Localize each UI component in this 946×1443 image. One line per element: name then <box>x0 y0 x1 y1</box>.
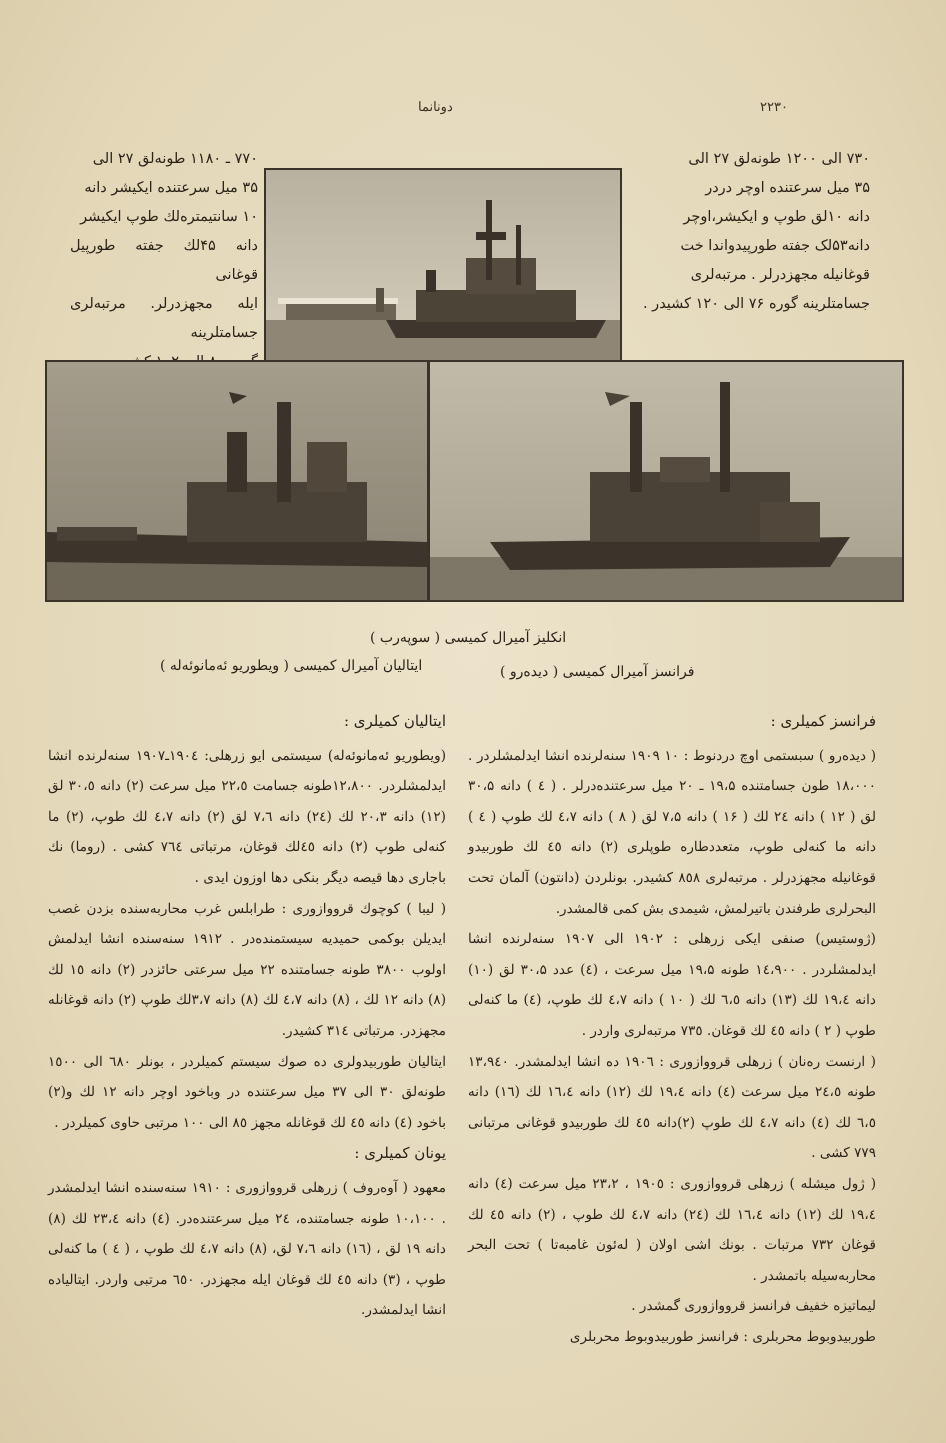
caption-line: ۷۷۰ ـ ۱۱۸۰ طونەلق ۲۷ الی <box>92 151 258 167</box>
paragraph: ( ارنست رەنان ) زرهلی قرووازوری : ۱۹۰٦ دە انشا ایدلمشدر. ۱۳،۹٤۰ طونە ۲٤،٥ میل سرعت (٤) دانە ۱۹،٤ لك (۱۲) دانە ۱٦،٤ لك (۱٦) دانە ٦،٥ لك (٤) دانە ٤،۷ لك طوپ (۲)دانە ٤٥ لك طوربیدو قوغانی مرتبانی ۷۷۹ کشی . <box>468 1053 876 1162</box>
section-heading: فرانسز کمیلری : <box>770 712 876 730</box>
paragraph: (ژوستیس) صنفی ایکی زرهلی : ۱۹۰۲ الی ۱۹۰۷ سنەلرندە انشا ایدلمشلردر . ۱٤،۹۰۰ طونە ۱۹،۵ میل سرعت ، (٤) عدد ۳۰،۵ لق (۱۰) دانە ۱۹،٤ لك (۱۳) دانە ٦،٥ لك ( ۱۰ ) دانە ٤،۷ لك طوپ، (٤) ما کنەلی طوپ ( ۲ ) دانە ٤٥ لك قوغان. ۷۳٥ مرتبەلری واردر . <box>468 931 876 1039</box>
caption-line: ۷۳۰ الی ۱۲۰۰ طونەلق ۲۷ الی <box>688 151 870 167</box>
photo-caption-italian: ایتالیان آمیرال کمیسی ( ویطوریو ئەمانوئەلە ) <box>160 658 423 674</box>
photo-italian-flagship <box>45 360 429 602</box>
paragraph: لیماتیزە خفیف فرانسز قرووازوری گمشدر . <box>631 1298 876 1315</box>
paragraph: طوربیدوبوط محربلری : فرانسز طوربیدوبوط محربلری <box>569 1328 876 1345</box>
paragraph: ( لیبا ) کوچوك قرووازوری : طرابلس غرب محاربەسندە بزدن غصب ایدیلن بوکمی حمیدیە سیستمندەدر . ۱۹۱۲ سنەسندە انشا ایدلمش اولوب ۳۸۰۰ طونە جسامتندە ۲۲ میل سرعتی حائزدر (۲) دانە ۱٥ لك (۸) دانە ۱۲ لك ، (۸) دانە ٤،۷ لك (۸) دانە ۳،۷لك طوپ (۲) دانە قوغانلە مجهزدر. مرتباتی ۳۱٤ کشیدر. <box>48 900 446 1039</box>
caption-block-left <box>70 145 258 377</box>
caption-line: دانە ۱۰لق طوپ و ایکیشر،اوچر <box>683 209 870 225</box>
caption-line: ۳۵ میل سرعتندە ایکیشر دانە <box>84 180 258 196</box>
photo-british-flagship <box>264 168 622 368</box>
paragraph: معهود ( آوەروف ) زرهلی قرووازوری : ۱۹۱۰ سنەسندە انشا ایدلمشدر . ۱۰،۱۰۰ طونە جسامتندە، ۲٤ میل سرعتندەدر. (٤) دانە ۲۳،٤ لك (۸) دانە ۱۹ لق ، (۱٦) دانە ۷،٦ لق، (۸) دانە ٤،۷ لك طوپ ، ( ٤ ) ما کنەلی طوپ ، (۳) دانە ٤٥ لك قوغان ایلە مجهزدر. ٦٥۰ مرتبی واردر. ایتالیادە انشا ایدلمشدر. <box>48 1179 446 1319</box>
section-heading-greek: یونان کمیلری : <box>354 1144 446 1163</box>
photo-french-flagship <box>428 360 904 602</box>
caption-line: ۱۰ سانتیمترەلك طوپ ایکیشر <box>80 209 258 225</box>
italian-ships-section <box>48 706 446 1326</box>
caption-line: دانە۵۳لک جفتە طورپیدواندا خت <box>680 238 870 254</box>
photo-caption-french: فرانسز آمیرال کمیسی ( دیدەرو ) <box>500 664 695 680</box>
caption-line: ایلە مجهزدرلر. مرتبەلری جسامتلرینە <box>70 296 258 341</box>
french-ships-section <box>468 706 876 1352</box>
section-heading: ایتالیان کمیلری : <box>343 712 446 730</box>
paragraph: ( ژول میشلە ) زرهلی قرووازوری : ۱۹۰٥ ، ۲۳،۲ میل سرعت (٤) دانە ۱۹،٤ لك (۱۲) دانە ۱٦،٤ لك (۲٤) دانە ٤،۷ لك طوپ ، (۲) دانە ٤٥ لك قوغان ۷۳۲ مرتبات . بونك اشی اولان ( لەئون غامبەتا ) تحت البحر محاربەسیلە باتمشدر . <box>468 1175 877 1284</box>
caption-line: ۳۵ میل سرعتندە اوچر دردر <box>705 180 870 196</box>
caption-block-right <box>618 145 870 319</box>
caption-line: قوغانیلە مجهزدرلر . مرتبەلری <box>690 267 870 283</box>
paragraph: ( دیدەرو ) سبستمی اوچ دردنوط : ۱۰ ۱۹۰۹ سنەلرندە انشا ایدلمشلردر . ۱۸،۰۰۰ طون جسامتندە ۱۹،۵ ـ ۲۰ میل سرعتندەدرلر . ( ٤ ) دانە ۳۰،۵ لق ( ۱۲ ) دانە ۲٤ لك ( ۱۶ ) دانە ۷،۵ لق ( ۸ ) دانە ٤،۷ لك طوپ ( ٤ ) دانە ما کنەلی طوپ، متعددطاره طوپلری (۲) دانە ٤٥ لك طوربیدو قوغانیلە مجهزدرلر . مرتبەلری ۸٥۸ کشیدر. بونلردن (دانتون) آلمان تحت البحرلری طرفندن باتیرلمش، شیمدی بش کمی قالمشدر. <box>468 747 877 917</box>
photo-caption-british: انکلیز آمیرال کمیسی ( سوپەرب ) <box>370 630 567 646</box>
caption-line: جسامتلرینە گورە ۷۶ الی ۱۲۰ کشیدر . <box>642 296 870 312</box>
page-number: ۲۲۳۰ <box>760 100 788 115</box>
paragraph: (ویطوریو ئەمانوئەلە) سیستمی ایو زرهلی: ۱۹۰٤ـ۱۹۰۷ سنەلرندە انشا ایدلمشلردر. ۱۲،۸۰۰طونە جسامت ۲۲،٥ میل سرعت (۲) دانە ۳۰،٥ لق (۱۲) دانە ۲۰،۳ لك (۲٤) دانە ۷،٦ لق (۲) دانە ٤،۷ لك طوپ، (۲) ما کنەلی طوپ (۲) دانە ٤٥لك قوغان، مرتباتی ۷٦٤ کشی . (روما) نك باجاری دها قیصە دیگر بنکی دها اوزون ایدی . <box>48 747 447 886</box>
paragraph: ایتالیان طوربیدولری دە صوك سیستم کمیلردر ، بونلر ٦۸۰ الی ۱٥۰۰ طونەلق ۳۰ الی ۳۷ میل سرعتندە در وباخود اوچر دانە ۱۲ لك و(۲) باخود (٤) دانە ٤٥ لك قوغانلە مجهز ۸٥ الی ۱۰۰ مرتبی حاوی کمیلردر . <box>48 1053 446 1131</box>
caption-line: دانە ۴۵لك جفتە طورپیل قوغانی <box>70 238 259 283</box>
page-title: دونانما <box>418 100 453 115</box>
